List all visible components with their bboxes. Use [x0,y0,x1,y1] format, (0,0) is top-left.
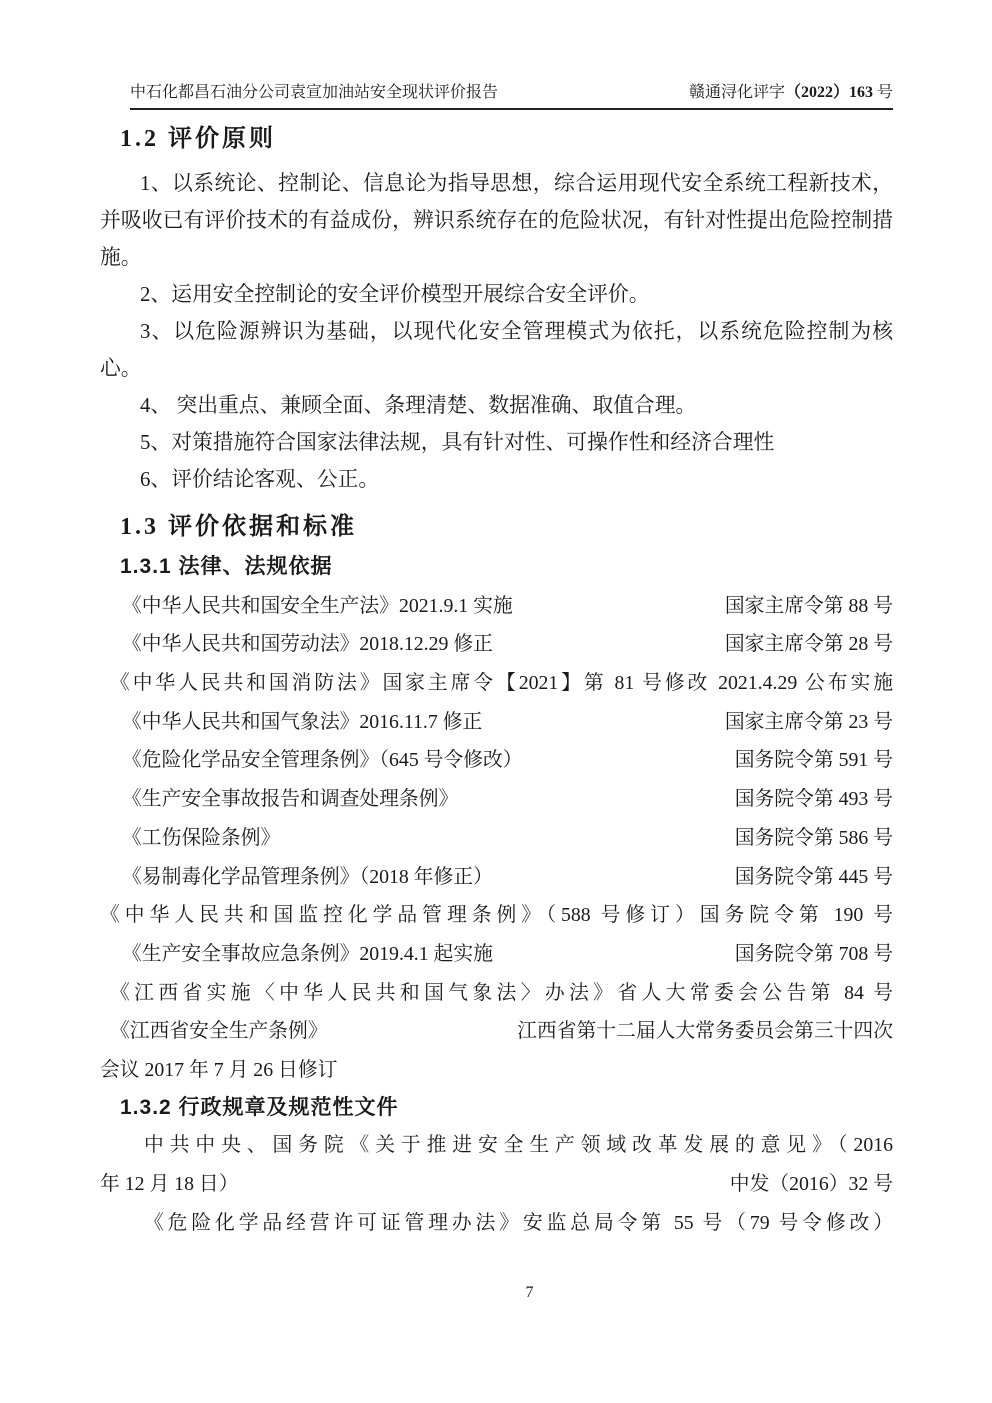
principle-paragraph: 3、以危险源辨识为基础，以现代化安全管理模式为依托，以系统危险控制为核心。 [100,320,893,380]
law-name: 年 12 月 18 日） [100,1173,239,1196]
law-name: 《危险化学品经营许可证管理办法》安监总局令第 55 号（79 号令修改） [144,1211,893,1234]
law-name: 《中华人民共和国气象法》2016.11.7 修正 [122,710,483,733]
header-code-number: （2022）163 [784,84,873,101]
header-code-suffix: 号 [872,84,893,101]
page-number: 7 [525,1284,534,1302]
law-ref: 国务院令第 591 号 [734,749,893,772]
law-row [100,1126,893,1165]
law-ref: 国务院令第 708 号 [734,942,893,965]
law-row [100,896,893,935]
subsection-title-1-3-2: 1.3.2 行政规章及规范性文件 [120,1095,399,1119]
principle-paragraph: 1、以系统论、控制论、信息论为指导思想，综合运用现代安全系统工程新技术，并吸收已有评价技术的有益成份，辨识系统存在的危险状况，有针对性提出危险控制措施。 [100,172,893,269]
law-ref: 中发（2016）32 号 [729,1173,893,1196]
law-row [100,1165,893,1204]
law-row [100,974,893,1013]
law-name: 《危险化学品安全管理条例》（645 号令修改） [122,749,523,772]
law-row [100,1051,893,1090]
header-code-prefix: 赣通浔化评字 [688,84,785,101]
law-ref: 国务院令第 493 号 [734,788,893,811]
law-ref: 国务院令第 586 号 [734,826,893,849]
regulation-list [100,1126,893,1242]
law-ref: 国家主席令第 88 号 [724,594,893,617]
section-title-1-3: 1.3 评价依据和标准 [120,514,357,540]
principles-paragraphs [100,165,893,498]
running-header [130,0,893,110]
law-name: 《江西省实施〈中华人民共和国气象法〉办法》省人大常委会公告第 84 号 [110,981,893,1004]
law-name: 《生产安全事故应急条例》2019.4.1 起实施 [122,942,493,965]
page-content [100,0,893,1302]
subsection-title-1-3-1: 1.3.1 法律、法规依据 [120,555,333,578]
law-row [100,625,893,664]
law-list [100,587,893,1090]
law-name: 《中华人民共和国消防法》国家主席令【2021】第 81 号修改 2021.4.29 公布实施 [110,672,893,694]
header-report-title: 中石化都昌石油分公司袁宣加油站安全现状评价报告 [130,84,499,101]
principle-paragraph: 5、对策措施符合国家法律法规，具有针对性、可操作性和经济合理性 [140,431,775,454]
law-ref: 国家主席令第 28 号 [724,633,893,656]
law-row [100,935,893,974]
law-name: 会议 2017 年 7 月 26 日修订 [100,1059,338,1082]
law-name: 《中华人民共和国劳动法》2018.12.29 修正 [122,633,493,656]
principle-paragraph: 2、运用安全控制论的安全评价模型开展综合安全评价。 [140,283,650,306]
law-name: 《中华人民共和国监控化学品管理条例》（588 号修订）国务院令第 190 号 [100,904,893,927]
law-name: 中共中央、国务院《关于推进安全生产领域改革发展的意见》（2016 [144,1134,893,1157]
law-row [100,741,893,780]
principle-paragraph: 6、评价结论客观、公正。 [140,468,380,491]
law-row [100,664,893,703]
law-name: 《中华人民共和国安全生产法》2021.9.1 实施 [122,594,513,617]
law-ref: 国家主席令第 23 号 [724,710,893,733]
law-row [100,780,893,819]
law-row [100,858,893,897]
law-row [100,703,893,742]
law-row [100,587,893,626]
law-name: 《工伤保险条例》 [122,826,281,849]
header-document-code [689,84,893,102]
law-name: 《江西省安全生产条例》 [110,1020,328,1043]
law-ref: 江西省第十二届人大常务委员会第三十四次 [517,1020,893,1043]
law-name: 《生产安全事故报告和调查处理条例》 [122,788,459,811]
law-ref: 国务院令第 445 号 [734,865,893,888]
law-row [100,1012,893,1051]
law-row [100,1204,893,1243]
principle-paragraph: 4、 突出重点、兼顾全面、条理清楚、数据准确、取值合理。 [140,394,697,417]
law-name: 《易制毒化学品管理条例》（2018 年修正） [122,865,493,888]
law-row [100,819,893,858]
section-title-1-2: 1.2 评价原则 [120,126,276,152]
